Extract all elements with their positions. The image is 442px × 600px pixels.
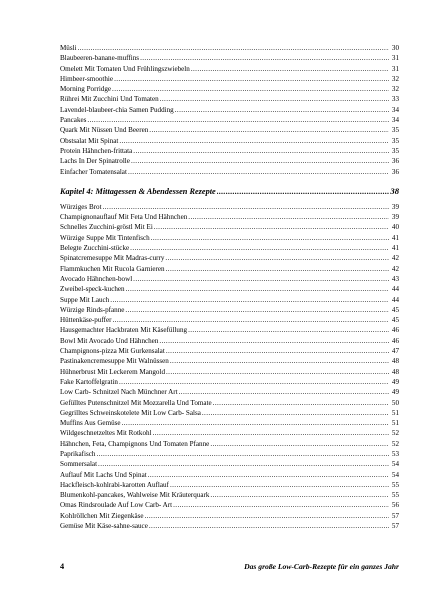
toc-entry-title: Hausgemachter Hackbraten Mit Käsefüllung: [60, 326, 188, 335]
toc-entry-page: 30: [391, 44, 399, 52]
dot-leader: [126, 284, 389, 294]
book-title: Das große Low-Carb-Rezepte für ein ganzes Jahr: [244, 562, 399, 571]
toc-entry[interactable]: [60, 274, 399, 284]
toc-entry-page: 50: [391, 398, 399, 407]
dot-leader: [213, 398, 389, 408]
toc-entry-page: 57: [391, 511, 399, 520]
toc-entry[interactable]: [60, 53, 399, 63]
dot-leader: [210, 439, 389, 449]
toc-entry-page: 41: [391, 244, 399, 253]
toc-entry-page: 52: [391, 429, 399, 438]
toc-entry-page: 49: [391, 388, 399, 397]
dot-leader: [119, 377, 389, 387]
toc-entry[interactable]: [60, 295, 399, 305]
toc-entry-title: Rührei Mit Zucchini Und Tomaten: [60, 95, 159, 104]
toc-entry[interactable]: [60, 264, 399, 274]
dot-leader: [149, 125, 389, 135]
dot-leader: [188, 212, 389, 222]
toc-entry[interactable]: [60, 315, 399, 325]
dot-leader: [140, 53, 389, 63]
toc-entry-page: 44: [391, 295, 399, 304]
dot-leader: [151, 233, 389, 243]
toc-entry[interactable]: [60, 305, 399, 315]
toc-entry-page: 48: [391, 367, 399, 376]
toc-entry-page: 33: [391, 95, 399, 104]
dot-leader: [154, 222, 389, 232]
toc-entry-title: Lavendel-blaubeer-chia Samen Pudding: [60, 105, 174, 114]
toc-entry-page: 46: [391, 326, 399, 335]
dot-leader: [98, 459, 389, 469]
toc-entry-page: 48: [391, 357, 399, 366]
toc-entry[interactable]: [60, 64, 399, 74]
toc-entry-page: 39: [391, 202, 399, 211]
toc-entry[interactable]: [60, 325, 399, 335]
page-number: 4: [60, 562, 65, 571]
toc-entry-page: 34: [391, 116, 399, 125]
toc-entry-title: Pancakes: [60, 116, 87, 125]
toc-entry-title: Himbeer-smoothie: [60, 74, 114, 83]
toc-entry-page: 52: [391, 439, 399, 448]
toc-entry-title: Hähnchen, Feta, Champignons Und Tomaten Pfanne: [60, 439, 210, 448]
toc-entry-page: 42: [391, 254, 399, 263]
toc-entry[interactable]: [60, 202, 399, 212]
dot-leader: [153, 428, 389, 438]
toc-entry-title: Gefülltes Putenschnitzel Mit Mozzarella Und Tomate: [60, 398, 212, 407]
toc-entry[interactable]: [60, 367, 399, 377]
toc-entry-title: Hackfleisch-kohlrabi-karotten Auflauf: [60, 480, 169, 489]
toc-entry[interactable]: [60, 156, 399, 166]
toc-entry-title: Omelett Mit Tomaten Und Frühlingszwiebeln: [60, 64, 190, 73]
toc-entry-title: Spinatcremesuppe Mit Madras-curry: [60, 254, 165, 263]
toc-entry[interactable]: [60, 428, 399, 438]
dot-leader: [119, 136, 389, 146]
dot-leader: [125, 305, 389, 315]
chapter-page: 38: [390, 185, 399, 196]
toc-entry-title: Quark Mit Nüssen Und Beeren: [60, 126, 149, 135]
dot-leader: [131, 156, 389, 166]
toc-entry-page: 45: [391, 305, 399, 314]
toc-entry[interactable]: [60, 336, 399, 346]
toc-entry[interactable]: [60, 125, 399, 135]
toc-entry-title: Hühnerbrust Mit Leckerem Mangold: [60, 367, 165, 376]
toc-entry-page: 36: [391, 167, 399, 176]
toc-entry[interactable]: [60, 94, 399, 104]
toc-entry[interactable]: [60, 356, 399, 366]
toc-entry-page: 35: [391, 146, 399, 155]
toc-entry-page: 34: [391, 105, 399, 114]
dot-leader: [148, 470, 389, 480]
toc-entry-page: 35: [391, 136, 399, 145]
toc-entry-title: Paprikafisch: [60, 449, 96, 458]
toc-entry-title: Blaubeeren-banane-muffins: [60, 54, 140, 63]
toc-entry[interactable]: [60, 253, 399, 263]
toc-entry[interactable]: [60, 490, 399, 500]
toc-entry-title: Gegrilltes Schweinskotelete Mit Low Carb- Salsa: [60, 408, 201, 417]
toc-entry-page: 36: [391, 157, 399, 166]
dot-leader: [173, 500, 389, 510]
dot-leader: [78, 43, 389, 53]
chapter-heading[interactable]: [60, 185, 399, 198]
toc-entry-page: 40: [391, 223, 399, 232]
dot-leader: [170, 356, 389, 366]
toc-entry-page: 49: [391, 377, 399, 386]
toc-entry-title: Bowl Mit Avocado Und Hähnchen: [60, 336, 159, 345]
dot-leader: [149, 521, 389, 531]
dot-leader: [165, 253, 389, 263]
toc-entry-page: 39: [391, 213, 399, 222]
toc-entry[interactable]: [60, 222, 399, 232]
toc-entry-page: 31: [391, 64, 399, 73]
dot-leader: [159, 336, 389, 346]
toc-entry-title: Suppe Mit Lauch: [60, 295, 110, 304]
toc-entry-page: 32: [391, 85, 399, 94]
dot-leader: [122, 418, 389, 428]
toc-entry-title: Fake Kartoffelgratin: [60, 377, 118, 386]
dot-leader: [160, 94, 389, 104]
toc-entry-title: Blumenkohl-pancakes, Wahlweise Mit Kräuterquark: [60, 491, 210, 500]
toc-entry[interactable]: [60, 439, 399, 449]
toc-entry-page: 54: [391, 470, 399, 479]
dot-leader: [191, 64, 389, 74]
toc-entry-title: Omas Rindsroulade Auf Low Carb- Art: [60, 501, 173, 510]
toc-entry-page: 35: [391, 126, 399, 135]
toc-entry[interactable]: [60, 480, 399, 490]
toc-entry-page: 51: [391, 408, 399, 417]
dot-leader: [175, 105, 389, 115]
dot-leader: [145, 511, 389, 521]
toc-entry-page: 53: [391, 449, 399, 458]
toc-entry-title: Low Carb- Schnitzel Nach Münchner Art: [60, 388, 178, 397]
toc-entry[interactable]: [60, 398, 399, 408]
toc-entry-title: Zweibel-speck-kuchen: [60, 285, 125, 294]
toc-entry[interactable]: [60, 408, 399, 418]
toc-entry-title: Sommersalat: [60, 460, 98, 469]
dot-leader: [103, 202, 389, 212]
dot-leader: [112, 315, 389, 325]
dot-leader: [114, 74, 389, 84]
toc-entry-title: Hüttenkäse-puffer: [60, 316, 112, 325]
toc-entry-title: Pastinakencremesuppe Mit Walnüssen: [60, 357, 169, 366]
dot-leader: [96, 449, 389, 459]
toc-entry-page: 55: [391, 491, 399, 500]
toc-list-before: [60, 43, 399, 177]
toc-entry-title: Champignonauflauf Mit Feta Und Hähnchen: [60, 213, 188, 222]
toc-entry[interactable]: [60, 521, 399, 531]
toc-entry-page: 43: [391, 274, 399, 283]
dot-leader: [166, 367, 389, 377]
toc-entry[interactable]: [60, 43, 399, 53]
dot-leader: [202, 408, 389, 418]
toc-entry-title: Obstsalat Mit Spinat: [60, 136, 119, 145]
toc-entry-page: 57: [391, 522, 399, 531]
toc-entry-title: Champignons-pizza Mit Gurkensalat: [60, 347, 165, 356]
dot-leader: [128, 167, 389, 177]
dot-leader: [133, 274, 389, 284]
toc-entry[interactable]: [60, 136, 399, 146]
toc-entry[interactable]: [60, 418, 399, 428]
toc-entry-page: 42: [391, 264, 399, 273]
toc-entry[interactable]: [60, 284, 399, 294]
dot-leader: [170, 480, 389, 490]
toc-entry[interactable]: [60, 470, 399, 480]
toc-entry[interactable]: [60, 500, 399, 510]
toc-entry-title: Müsli: [60, 44, 77, 52]
toc-entry-title: Gemüse Mit Käse-sahne-sauce: [60, 522, 148, 531]
dot-leader: [110, 295, 389, 305]
toc-entry[interactable]: [60, 346, 399, 356]
toc-entry-title: Avocado Hähnchen-bowl: [60, 274, 133, 283]
toc-entry-title: Wildgeschnetzeltes Mit Rotkohl: [60, 429, 152, 438]
toc-entry-page: 31: [391, 54, 399, 63]
toc-entry-title: Würzige Suppe Mit Tintenfisch: [60, 233, 150, 242]
page-footer: [60, 562, 399, 571]
toc-entry-page: 51: [391, 419, 399, 428]
dot-leader: [133, 146, 389, 156]
toc-entry[interactable]: [60, 377, 399, 387]
toc-entry[interactable]: [60, 212, 399, 222]
dot-leader: [87, 115, 389, 125]
toc-entry-page: 54: [391, 460, 399, 469]
toc-entry-page: 47: [391, 347, 399, 356]
dot-leader: [217, 185, 390, 198]
toc-list-after: [60, 202, 399, 532]
chapter-title: Kapitel 4: Mittagessen & Abendessen Rezepte: [60, 186, 216, 196]
toc-entry-page: 55: [391, 480, 399, 489]
toc-entry-title: Auflauf Mit Lachs Und Spinat: [60, 470, 147, 479]
toc-entry[interactable]: [60, 243, 399, 253]
toc-entry-title: Protein Hähnchen-frittata: [60, 146, 133, 155]
dot-leader: [112, 84, 389, 94]
dot-leader: [188, 325, 389, 335]
toc-entry-page: 45: [391, 316, 399, 325]
toc-entry[interactable]: [60, 459, 399, 469]
toc-entry-title: Einfacher Tomatensalat: [60, 167, 127, 176]
toc-entry-title: Würzige Rinds-pfanne: [60, 305, 125, 314]
toc-entry[interactable]: [60, 387, 399, 397]
toc-entry[interactable]: [60, 84, 399, 94]
dot-leader: [210, 490, 389, 500]
toc-entry[interactable]: [60, 511, 399, 521]
toc-entry[interactable]: [60, 233, 399, 243]
toc-entry-title: Würziges Brot: [60, 202, 102, 211]
toc-entry-page: 44: [391, 285, 399, 294]
toc-entry-title: Flammkuchen Mit Rucola Garnieren: [60, 264, 165, 273]
toc-entry[interactable]: [60, 449, 399, 459]
toc-entry[interactable]: [60, 74, 399, 84]
dot-leader: [166, 264, 389, 274]
toc-entry[interactable]: [60, 115, 399, 125]
toc-entry-page: 41: [391, 233, 399, 242]
toc-entry-title: Morning Porridge: [60, 85, 112, 94]
dot-leader: [130, 243, 389, 253]
toc-entry-title: Muffins Aus Gemüse: [60, 419, 121, 428]
dot-leader: [179, 387, 389, 397]
toc-entry-title: Schnelles Zucchini-gröstl Mit Ei: [60, 223, 153, 232]
toc-entry-page: 56: [391, 501, 399, 510]
toc-entry[interactable]: [60, 146, 399, 156]
toc-entry-title: Lachs In Der Spinatrolle: [60, 157, 130, 166]
toc-entry-page: 32: [391, 74, 399, 83]
table-of-contents: [60, 43, 399, 531]
toc-entry-title: Kohlröllchen Mit Ziegenkäse: [60, 511, 144, 520]
toc-entry-title: Belegte Zucchini-stücke: [60, 244, 130, 253]
toc-entry-page: 46: [391, 336, 399, 345]
toc-entry[interactable]: [60, 167, 399, 177]
dot-leader: [166, 346, 389, 356]
toc-entry[interactable]: [60, 105, 399, 115]
